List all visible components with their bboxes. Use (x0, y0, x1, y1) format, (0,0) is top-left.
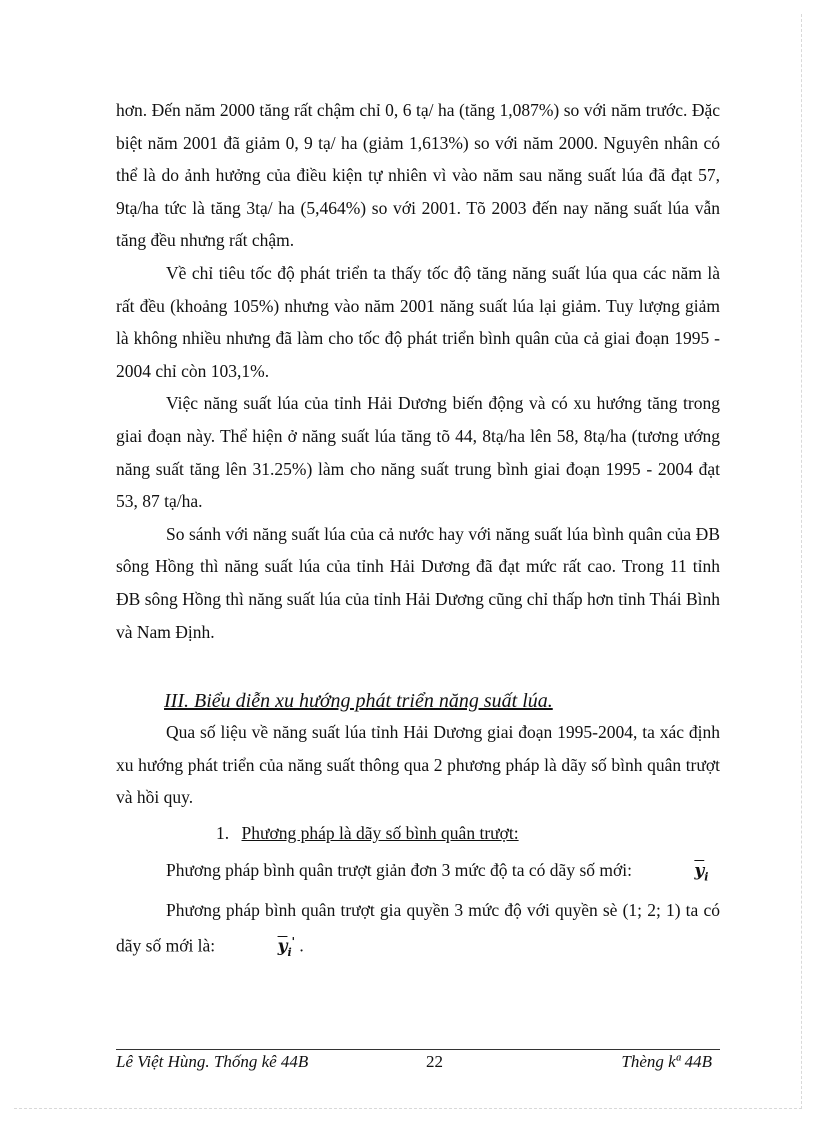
document-body (116, 94, 720, 970)
method-weighted (116, 894, 720, 970)
method-simple (116, 854, 720, 894)
subsection-title: Phương pháp là dãy số bình quân trượt: (241, 822, 519, 843)
paragraph-1: hơn. Đến năm 2000 tăng rất chậm chỉ 0, 6 tạ/ ha (tăng 1,087%) so với năm trước. Đặc biệt năm 2001 đã giảm 0, 9 tạ/ ha (giảm 1,613%) so với năm 2000. Nguyên nhân có thể là do ảnh hưởng của điều kiện tự nhiên vì vào năm sau năng suất lúa đã đạt 57, 9tạ/ha tức là tăng 3tạ/ ha (5,464%) so với 2001. Tõ 2003 đến nay năng suất lúa vẫn tăng đều nhưng rất chậm. (116, 100, 720, 251)
page-number: 22 (426, 1052, 443, 1071)
method-simple-text: Phương pháp bình quân trượt giản đơn 3 mức độ ta có dãy số mới: (166, 859, 632, 880)
weighted-average-symbol: $\overline{y}_i'$ (277, 935, 296, 960)
moving-average-symbol: $\overline{y}_i$ (694, 860, 709, 884)
paragraph-2: Về chỉ tiêu tốc độ phát triển ta thấy tốc độ tăng năng suất lúa qua các năm là rất đều (khoảng 105%) nhưng vào năm 2001 năng suất lúa lại giảm. Tuy lượng giảm là không nhiều nhưng đã làm cho tốc độ phát triển bình quân của cả giai đoạn 1995 - 2004 chỉ còn 103,1%. (116, 262, 720, 381)
subsection-heading (216, 816, 720, 850)
page-footer (116, 1052, 720, 1076)
footer-right: Thèng kª 44B (621, 1052, 712, 1071)
method-weighted-trailing: . (299, 936, 304, 957)
subsection-number: 1. (216, 822, 230, 843)
section-intro: Qua số liệu về năng suất lúa tỉnh Hải Dương giai đoạn 1995-2004, ta xác định xu hướng phát triển của năng suất thông qua 2 phương pháp là dãy số bình quân trượt và hồi quy. (116, 722, 720, 808)
footer-divider (116, 1049, 720, 1050)
paragraph-3: Việc năng suất lúa của tỉnh Hải Dương biến động và có xu hướng tăng trong giai đoạn này. Thể hiện ở năng suất lúa tăng tõ 44, 8tạ/ha lên 58, 8tạ/ha (tương ướng năng suất tăng lên 31.25%) làm cho năng suất trung bình giai đoạn 1995 - 2004 đạt 53, 87 tạ/ha. (116, 393, 720, 512)
method-weighted-text: Phương pháp bình quân trượt gia quyền 3 mức độ với quyền sè (1; 2; 1) ta có dãy số mới là: (116, 899, 720, 957)
section-heading: III. Biểu diễn xu hướng phát triển năng suất lúa. (164, 690, 553, 713)
paragraph-4: So sánh với năng suất lúa của cả nước hay với năng suất lúa bình quân của ĐB sông Hồng thì năng suất lúa của tỉnh Hải Dương đã đạt mức rất cao. Trong 11 tỉnh ĐB sông Hồng thì năng suất lúa của tỉnh Hải Dương cũng chỉ thấp hơn tỉnh Thái Bình và Nam Định. (116, 523, 720, 642)
footer-author: Lê Việt Hùng. Thống kê 44B (116, 1052, 309, 1071)
